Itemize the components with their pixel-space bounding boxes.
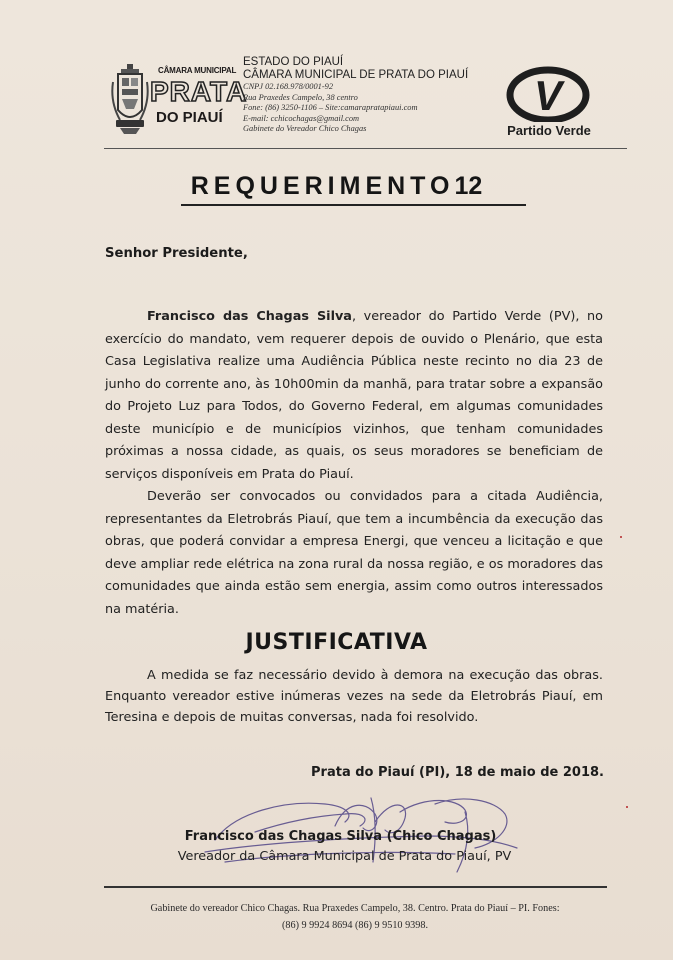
justification-body xyxy=(105,665,603,728)
council-logo xyxy=(110,62,248,140)
justification-text: A medida se faz necessário devido à demora na execução das obras. Enquanto vereador estive inúmeras vezes na sede da Eletrobrás Piauí, em Teresina e depois de muitas conversas, nada foi resolvido. xyxy=(105,668,603,725)
state-name: ESTADO DO PIAUÍ xyxy=(243,56,344,68)
email: E-mail: cchicochagas@gmail.com xyxy=(243,113,360,123)
title-number: 12 xyxy=(454,172,483,200)
councilor-name: Francisco das Chagas Silva xyxy=(147,309,352,324)
paper-speck xyxy=(620,536,622,538)
document-title xyxy=(0,172,673,201)
party-letter: V xyxy=(533,72,563,119)
signature-role: Vereador da Câmara Municipal de Prata do Piauí, PV xyxy=(177,849,512,864)
logo-top-text: CÂMARA MUNICIPAL xyxy=(158,66,237,75)
party-logo xyxy=(494,64,604,144)
cnpj: CNPJ 02.168.978/0001-92 xyxy=(243,82,334,91)
phone-site: Fone: (86) 3250-1106 – Site:camarapratapiaui.com xyxy=(243,103,418,112)
title-underline xyxy=(181,204,526,206)
coat-of-arms-icon xyxy=(110,62,150,140)
title-word: REQUERIMENTO xyxy=(190,172,455,200)
footer-divider xyxy=(104,886,607,888)
request-body xyxy=(105,306,603,621)
logo-prata-text: PRATA xyxy=(150,76,248,107)
signature-name: Francisco das Chagas Silva (Chico Chagas) xyxy=(184,829,497,844)
footer-line-1: Gabinete do vereador Chico Chagas. Rua Praxedes Campelo, 38. Centro. Prata do Piauí – PI. Fones: xyxy=(150,903,560,914)
header-divider xyxy=(104,148,627,149)
justification-title: JUSTIFICATIVA xyxy=(245,630,428,655)
party-name: Partido Verde xyxy=(507,123,591,138)
logo-city-text: DO PIAUÍ xyxy=(156,109,223,126)
partido-verde-logo-icon xyxy=(494,64,604,122)
date-line: Prata do Piauí (PI), 18 de maio de 2018. xyxy=(311,765,604,780)
address: Rua Praxedes Campelo, 38 centro xyxy=(243,92,358,102)
paper-speck xyxy=(626,806,628,808)
greeting: Senhor Presidente, xyxy=(105,246,248,261)
footer-line-2: (86) 9 9924 8694 (86) 9 9510 9398. xyxy=(281,920,428,931)
paragraph-1 xyxy=(105,306,603,486)
header-info xyxy=(243,56,483,135)
office-name: Gabinete do Vereador Chico Chagas xyxy=(243,124,367,133)
footer xyxy=(105,900,605,934)
paragraph-2: Deverão ser convocados ou convidados para a citada Audiência, representantes da Eletrobrás Piauí, que tem a incumbência da execução das obras, que poderá convidar a empresa Energi, que venceu a licitação e que deve ampliar rede elétrica na zona rural da nossa região, e os moradores das comunidades que ainda estão sem energia, assim como outros interessados na matéria. xyxy=(105,489,603,617)
paragraph-1-text: , vereador do Partido Verde (PV), no exercício do mandato, vem requerer depois de ouvido o Plenário, que esta Casa Legislativa realize uma Audiência Pública neste recinto no dia 23 de junho do corrente ano, às 10h00min da manhã, para tratar sobre a expansão do Projeto Luz para Todos, do Governo Federal, em algumas comunidades deste município e de municípios vizinhos, que tenham comunidades próximas a nossa cidade, as quais, os seus moradores se beneficiam de serviços disponíveis em Prata do Piauí. xyxy=(105,309,603,482)
council-name: CÂMARA MUNICIPAL DE PRATA DO PIAUÍ xyxy=(243,69,469,81)
